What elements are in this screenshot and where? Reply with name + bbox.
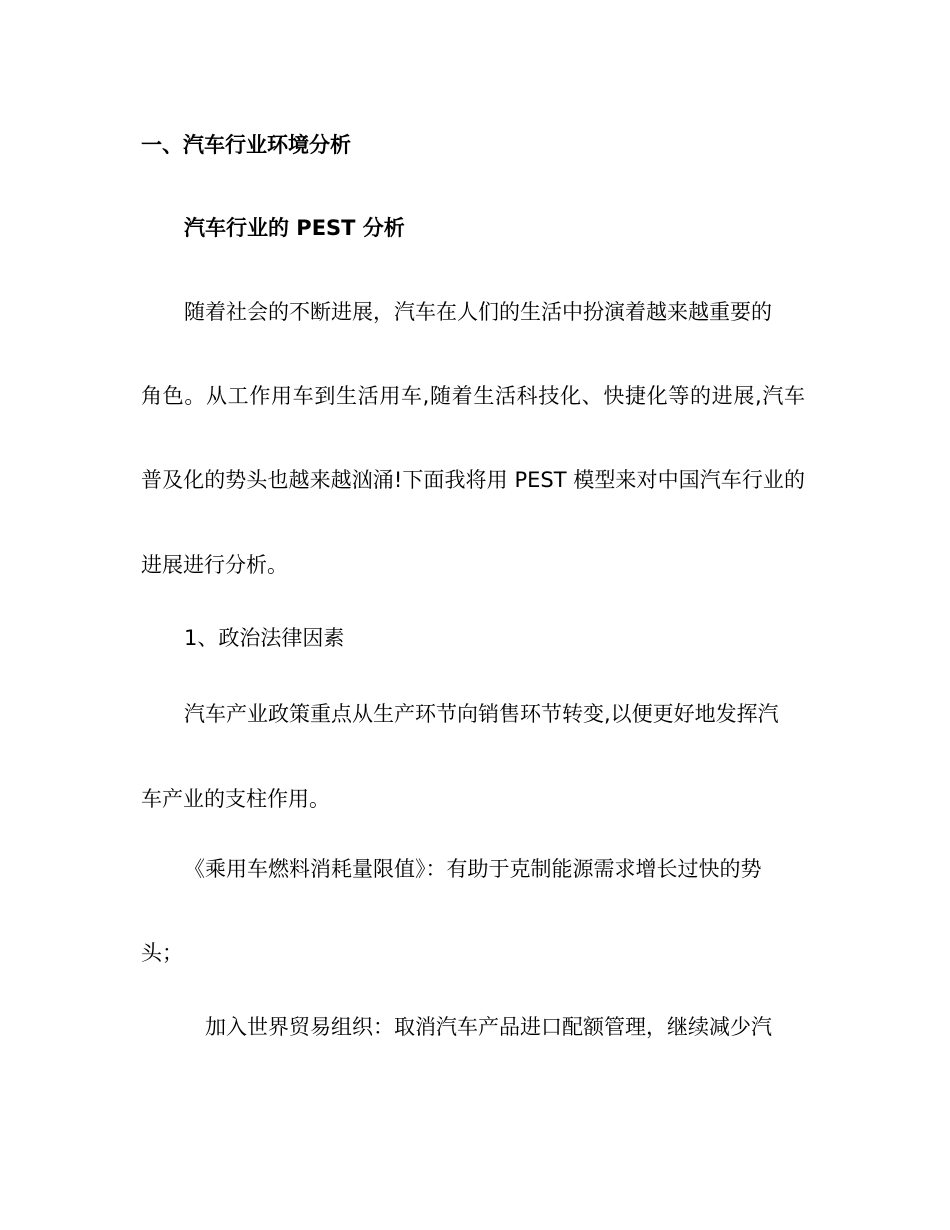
sub-heading: 汽车行业的 PEST 分析 — [184, 216, 405, 240]
section-1-title: 1、政治法律因素 — [184, 626, 345, 650]
main-heading: 一、汽车行业环境分析 — [141, 133, 351, 157]
paragraph-2-line-2: 车产业的支柱作用。 — [141, 787, 330, 811]
paragraph-1-line-1: 随着社会的不断进展，汽车在人们的生活中扮演着越来越重要的 — [184, 300, 772, 324]
paragraph-1-line-3: 普及化的势头也越来越汹涌!下面我将用 PEST 模型来对中国汽车行业的 — [141, 468, 805, 492]
paragraph-1-line-4: 进展进行分析。 — [141, 553, 288, 577]
paragraph-2-line-1: 汽车产业政策重点从生产环节向销售环节转变,以便更好地发挥汽 — [184, 702, 779, 726]
paragraph-1-line-2: 角色。从工作用车到生活用车,随着生活科技化、快捷化等的进展,汽车 — [141, 384, 805, 408]
paragraph-3-line-2: 头； — [141, 941, 183, 965]
paragraph-4-line-1: 加入世界贸易组织：取消汽车产品进口配额管理，继续减少汽 — [205, 1015, 772, 1039]
paragraph-3-line-1: 《乘用车燃料消耗量限值》：有助于克制能源需求增长过快的势 — [184, 857, 762, 881]
